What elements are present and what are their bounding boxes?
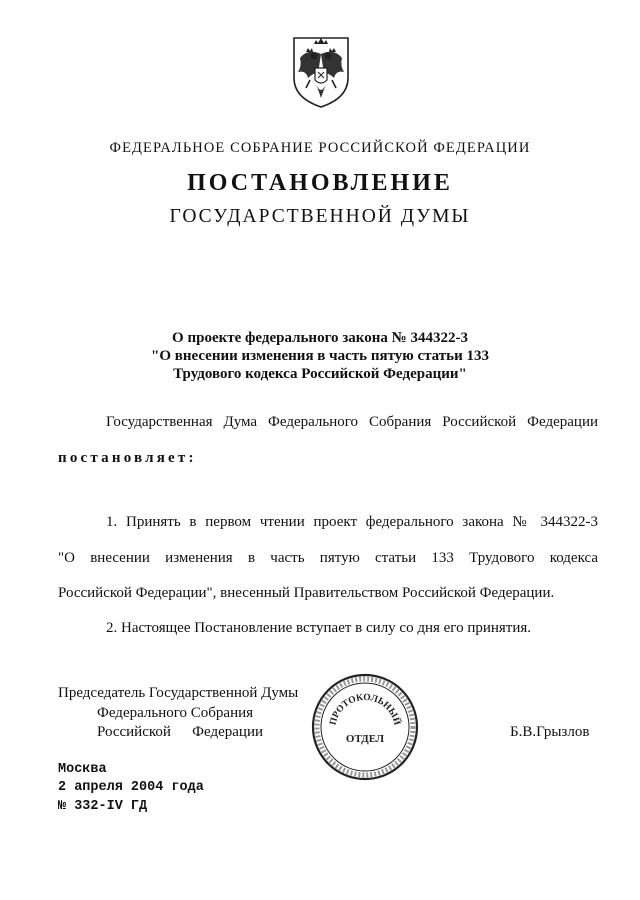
state-emblem-icon bbox=[288, 34, 354, 110]
item-1-line-3: Российской Федерации", внесенный Правительством Российской Федерации. bbox=[58, 585, 555, 601]
stamp-arc-text: ПРОТОКОЛЬНЫЙ bbox=[328, 692, 402, 727]
document-number: № 332-IV ГД bbox=[58, 799, 148, 814]
item-2: 2. Настоящее Постановление вступает в силу со дня его принятия. bbox=[106, 620, 532, 636]
item-1-line-2: "О внесении изменения в часть пятую статьи 133 Трудового кодекса bbox=[58, 550, 598, 566]
document-organization: ГОСУДАРСТВЕННОЙ ДУМЫ bbox=[169, 206, 471, 227]
subject-line-1: О проекте федерального закона № 344322-3 bbox=[172, 330, 468, 346]
stamp-center-text: ОТДЕЛ bbox=[345, 733, 385, 745]
official-stamp bbox=[310, 672, 420, 782]
subject-line-2: "О внесении изменения в часть пятую статьи 133 bbox=[151, 348, 489, 364]
decrees-word: постановляет: bbox=[58, 450, 197, 466]
document-type: ПОСТАНОВЛЕНИЕ bbox=[187, 170, 453, 196]
item-1-line-1: 1. Принять в первом чтении проект федерального закона № 344322-3 bbox=[106, 514, 598, 530]
subject-line-3: Трудового кодекса Российской Федерации" bbox=[173, 366, 467, 382]
signature-title-line-1: Председатель Государственной Думы bbox=[58, 685, 299, 701]
issue-date: 2 апреля 2004 года bbox=[58, 780, 204, 795]
assembly-title: ФЕДЕРАЛЬНОЕ СОБРАНИЕ РОССИЙСКОЙ ФЕДЕРАЦИИ bbox=[109, 140, 531, 156]
svg-text:ПРОТОКОЛЬНЫЙ bbox=[328, 693, 403, 727]
preamble: Государственная Дума Федерального Собрания Российской Федерации bbox=[106, 414, 598, 430]
issue-place: Москва bbox=[58, 762, 107, 777]
signer-name: Б.В.Грызлов bbox=[510, 724, 590, 740]
signature-title-line-2: Федерального Собрания bbox=[97, 705, 254, 721]
signature-title-line-3: Российской Федерации bbox=[97, 724, 263, 740]
